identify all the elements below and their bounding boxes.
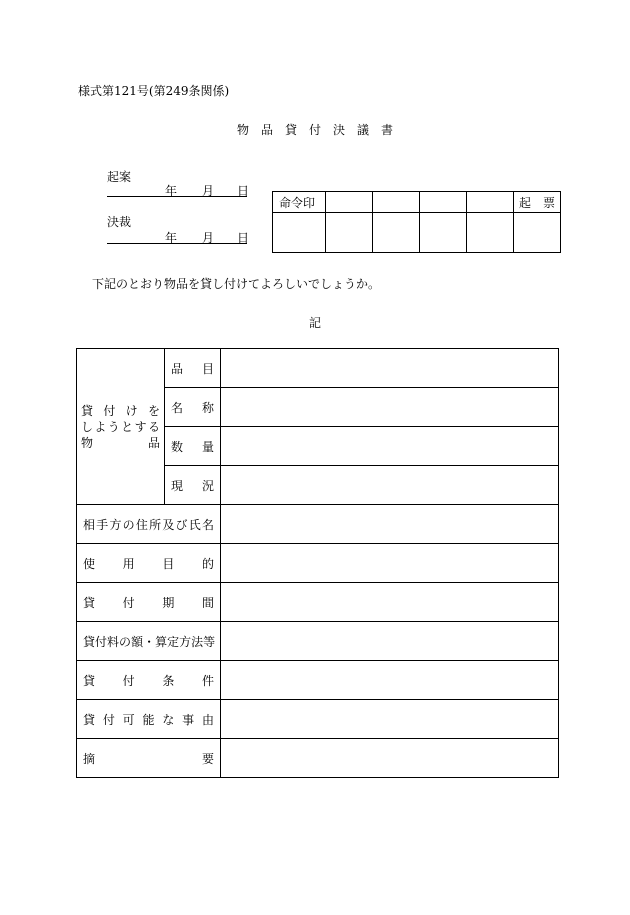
item-name-field[interactable] [221, 349, 559, 388]
day-unit: 日 [237, 231, 250, 245]
stamp-box[interactable] [326, 213, 373, 253]
condition-field[interactable] [221, 466, 559, 505]
kian-label: 起案 [107, 170, 132, 184]
stamp-box[interactable] [373, 213, 420, 253]
purpose-field[interactable] [221, 544, 559, 583]
group-line: 物 品 [81, 435, 160, 450]
title-char: 議 [357, 123, 370, 137]
stamp-box[interactable] [273, 213, 326, 253]
month-unit: 月 [202, 184, 215, 198]
stamp-box[interactable] [420, 213, 467, 253]
title-char: 付 [308, 123, 321, 137]
sub-item-label: 数 量 [165, 427, 221, 466]
loan-period-field[interactable] [221, 583, 559, 622]
quantity-field[interactable] [221, 427, 559, 466]
stamp-header-meireiin: 命令印 [273, 192, 326, 213]
kessai-label: 決裁 [107, 215, 132, 229]
title-char: 書 [381, 123, 394, 137]
row-label: 摘 要 [77, 739, 221, 778]
loan-reason-field[interactable] [221, 700, 559, 739]
row-label: 貸 付 料 の 額 ・ 算 定 方 法 等 [77, 622, 221, 661]
stamp-header-blank [373, 192, 420, 213]
title-char: 決 [333, 123, 346, 137]
stamp-box[interactable] [467, 213, 514, 253]
day-unit: 日 [237, 184, 250, 198]
kessai-date-field[interactable] [107, 229, 250, 245]
stamp-box[interactable] [514, 213, 561, 253]
row-label: 相 手 方 の 住 所 及 び 氏 名 [77, 505, 221, 544]
stamp-table [272, 191, 561, 253]
sub-item-label: 名 称 [165, 388, 221, 427]
title-char: 物 [236, 123, 249, 137]
month-unit: 月 [202, 231, 215, 245]
year-unit: 年 [165, 231, 178, 245]
kian-date-field[interactable] [107, 182, 250, 198]
borrower-address-name-field[interactable] [221, 505, 559, 544]
stamp-header-kihyo: 起 票 [514, 192, 561, 213]
loan-fee-field[interactable] [221, 622, 559, 661]
row-label: 使 用 目 的 [77, 544, 221, 583]
row-label: 貸 付 可 能 な 事 由 [77, 700, 221, 739]
loan-conditions-field[interactable] [221, 661, 559, 700]
row-label: 貸 付 条 件 [77, 661, 221, 700]
item-title-field[interactable] [221, 388, 559, 427]
stamp-header-blank [326, 192, 373, 213]
year-unit: 年 [165, 184, 178, 198]
remarks-field[interactable] [221, 739, 559, 778]
title-char: 貸 [284, 123, 297, 137]
row-label: 貸 付 期 間 [77, 583, 221, 622]
stamp-header-blank [467, 192, 514, 213]
main-form-table [76, 348, 559, 778]
title-char: 品 [260, 123, 273, 137]
group-line: し よ う と す る [81, 419, 160, 434]
document-title [0, 121, 630, 138]
form-number: 様式第121号(第249条関係) [78, 84, 230, 98]
sub-item-label: 品 目 [165, 349, 221, 388]
loan-item-group-label [77, 349, 165, 505]
request-text: 下記のとおり物品を貸し付けてよろしいでしょうか。 [92, 277, 381, 291]
sub-item-label: 現 況 [165, 466, 221, 505]
stamp-header-blank [420, 192, 467, 213]
ki-label: 記 [308, 316, 321, 330]
group-line: 貸 付 け を [81, 403, 160, 418]
